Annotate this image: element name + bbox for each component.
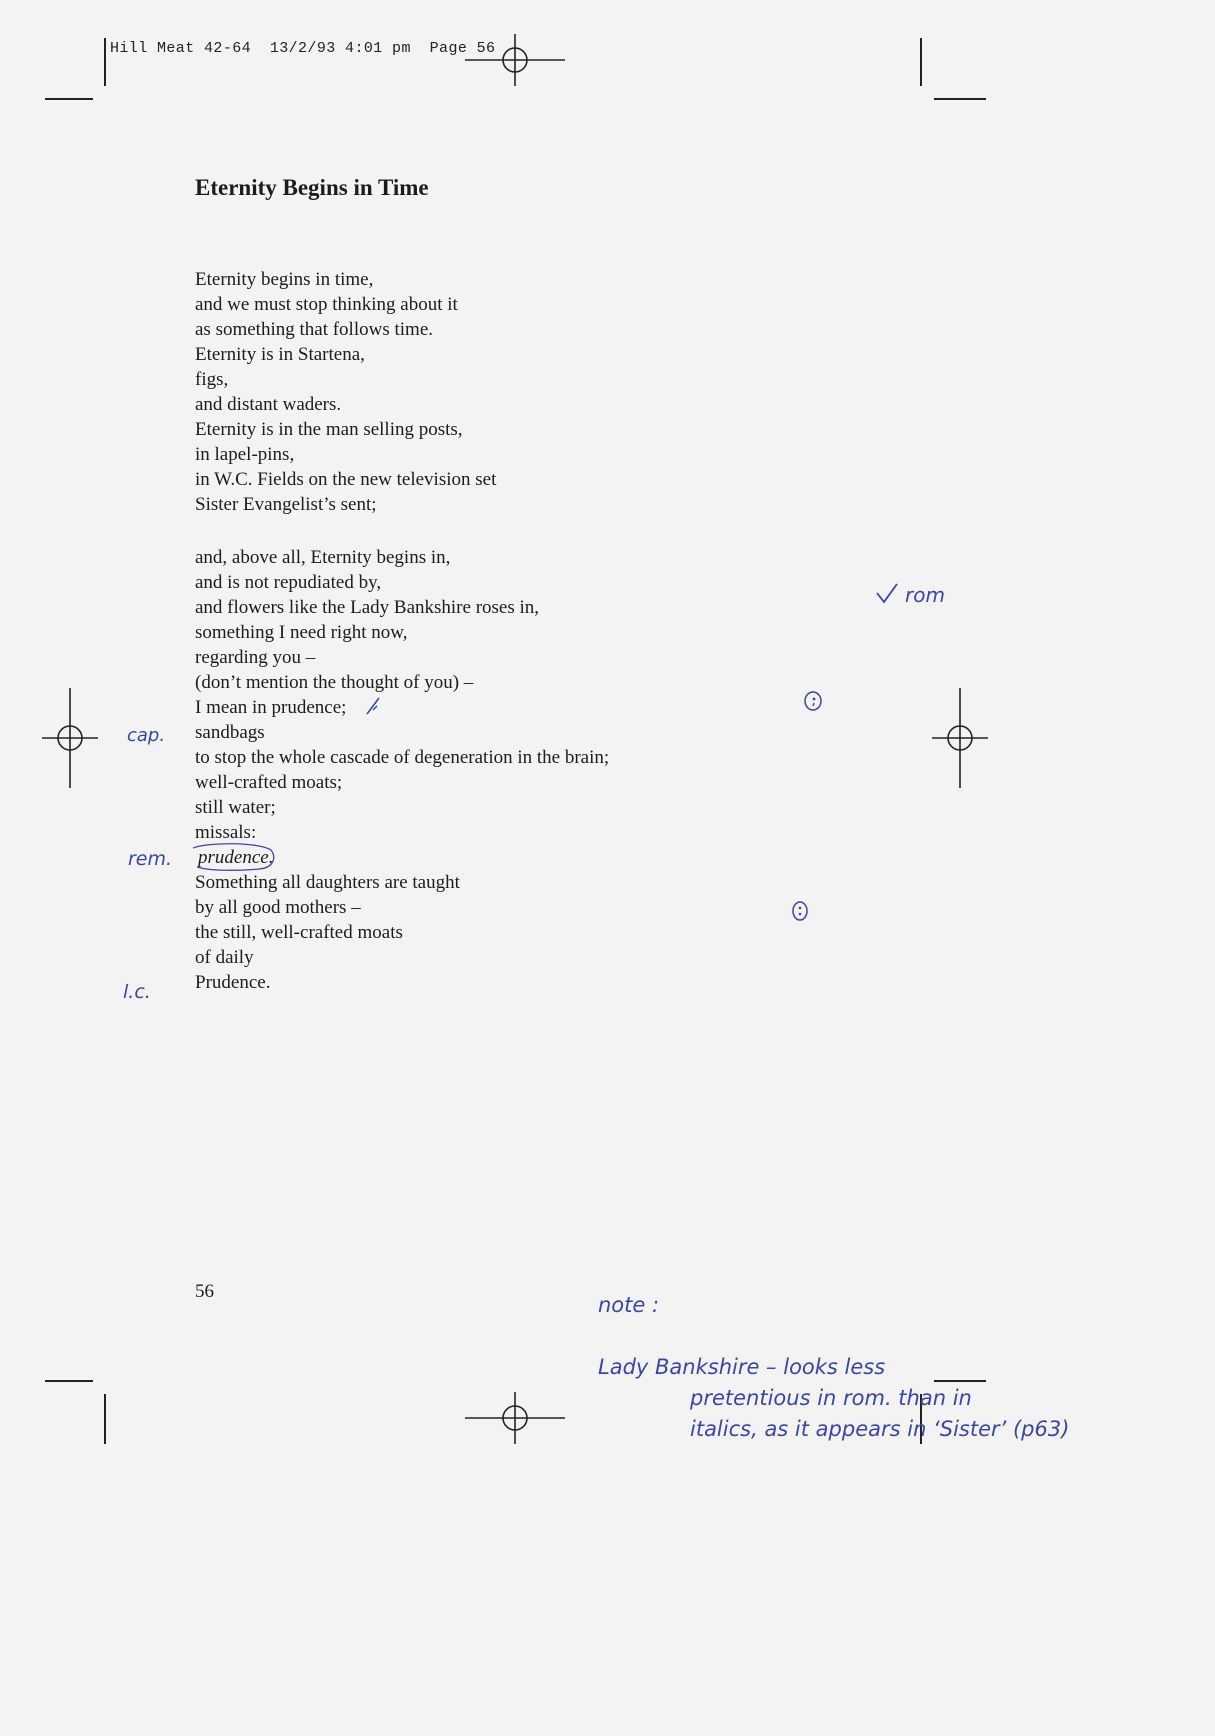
poem-line: and we must stop thinking about it [195,294,458,315]
circle-annotation-icon [189,842,277,872]
crop-mark [45,1380,93,1382]
poem-line: sandbags [195,722,265,743]
rom-margin-note: rom [905,583,945,607]
note-line: italics, as it appears in ‘Sister’ (p63) [690,1417,1070,1441]
crop-mark [934,98,986,100]
poem-line: and flowers like the Lady Bankshire roses in, [195,597,540,618]
poem-line [195,695,609,720]
poem-line: Something all daughters are taught [195,872,460,893]
poem-line: figs, [195,369,229,390]
circled-semicolon-icon [803,690,823,712]
poem-line [195,845,609,870]
note-label: note : [598,1293,660,1317]
poem-line: in lapel-pins, [195,444,295,465]
poem-line: and, above all, Eternity begins in, [195,547,451,568]
poem-line: (don’t mention the thought of you) – [195,672,474,693]
cap-margin-note: cap. [127,725,166,746]
page-number: 56 [195,1281,214,1302]
lc-margin-note: l.c. [123,981,151,1003]
poem-line-text: by all good mothers – [195,897,361,918]
poem-line: to stop the whole cascade of degeneration in the brain; [195,747,610,768]
note-text: Lady Bankshire – looks less [598,1355,886,1379]
poem-line: missals: [195,822,257,843]
checkmark-icon [875,582,899,604]
handwritten-note [598,1290,1069,1445]
poem-line: Eternity is in Startena, [195,344,365,365]
poem-line: and is not repudiated by, [195,572,382,593]
registration-mark [42,688,98,788]
poem-line: well-crafted moats; [195,772,343,793]
crop-mark [45,98,93,100]
circled-colon-icon [790,900,810,922]
registration-mark [932,688,988,788]
poem-line: and distant waders. [195,394,342,415]
poem-line: regarding you – [195,647,316,668]
poem-line: as something that follows time. [195,319,434,340]
poem-line-text: I mean in prudence; [195,697,347,718]
poem-title: Eternity Begins in Time [195,175,429,200]
registration-mark [465,32,565,88]
deletion-mark-icon [365,696,381,716]
poem-line: something I need right now, [195,622,408,643]
poem-line: Prudence. [195,972,271,993]
poem-line: Eternity is in the man selling posts, [195,419,463,440]
note-line: pretentious in rom. than in [690,1386,972,1410]
stanza-1 [195,267,496,517]
poem-line: still water; [195,797,276,818]
registration-mark [465,1390,565,1446]
poem-line [195,895,609,920]
poem-line: Sister Evangelist’s sent; [195,494,377,515]
crop-mark [104,38,106,86]
rem-margin-note: rem. [128,848,173,870]
poem-line-text: prudence. [198,847,274,868]
poem-line: of daily [195,947,254,968]
stanza-2 [195,545,609,995]
poem-line: the still, well-crafted moats [195,922,403,943]
note-line [598,1290,1069,1383]
crop-mark [920,38,922,86]
slug-line: Hill Meat 42-64 13/2/93 4:01 pm Page 56 [110,40,496,57]
poem-line: Eternity begins in time, [195,269,374,290]
crop-mark [104,1394,106,1444]
poem-line: in W.C. Fields on the new television set [195,469,497,490]
